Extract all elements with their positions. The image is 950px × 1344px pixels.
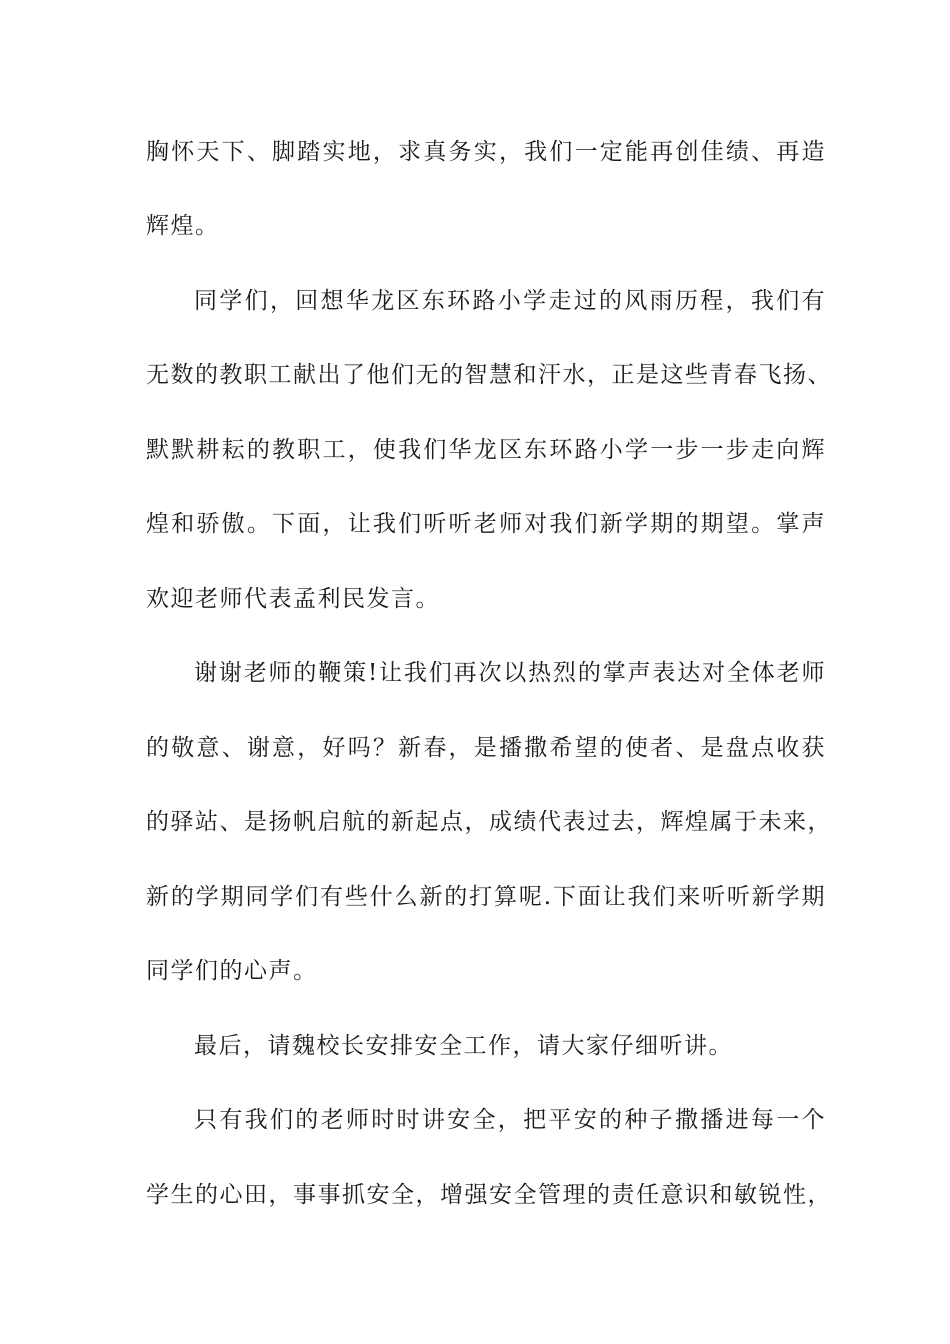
text-line: 同学们的心声。 (146, 958, 318, 984)
text-line: 学生的心田，事事抓安全，增强安全管理的责任意识和敏锐性， (146, 1182, 832, 1208)
text-line: 无数的教职工献出了他们无的智慧和汗水，正是这些青春飞扬、 (146, 362, 832, 388)
text-line: 欢迎老师代表孟利民发言。 (146, 586, 440, 612)
text-line: 的敬意、谢意，好吗？新春，是播撒希望的使者、是盘点收获 (146, 735, 826, 761)
text-line: 胸怀天下、脚踏实地，求真务实，我们一定能再创佳绩、再造 (146, 139, 826, 165)
text-line: 同学们，回想华龙区东环路小学走过的风雨历程，我们有 (194, 288, 826, 314)
text-line: 煌和骄傲。下面，让我们听听老师对我们新学期的期望。掌声 (146, 511, 826, 537)
text-line: 只有我们的老师时时讲安全，把平安的种子撒播进每一个 (194, 1107, 826, 1133)
text-line: 默默耕耘的教职工，使我们华龙区东环路小学一步一步走向辉 (146, 437, 826, 463)
text-line: 的驿站、是扬帆启航的新起点，成绩代表过去，辉煌属于未来， (146, 809, 832, 835)
text-line: 最后，请魏校长安排安全工作，请大家仔细听讲。 (194, 1033, 733, 1059)
text-line: 谢谢老师的鞭策!让我们再次以热烈的掌声表达对全体老师 (194, 660, 826, 686)
text-line: 新的学期同学们有些什么新的打算呢.下面让我们来听听新学期 (146, 884, 826, 910)
text-line: 辉煌。 (146, 213, 220, 239)
